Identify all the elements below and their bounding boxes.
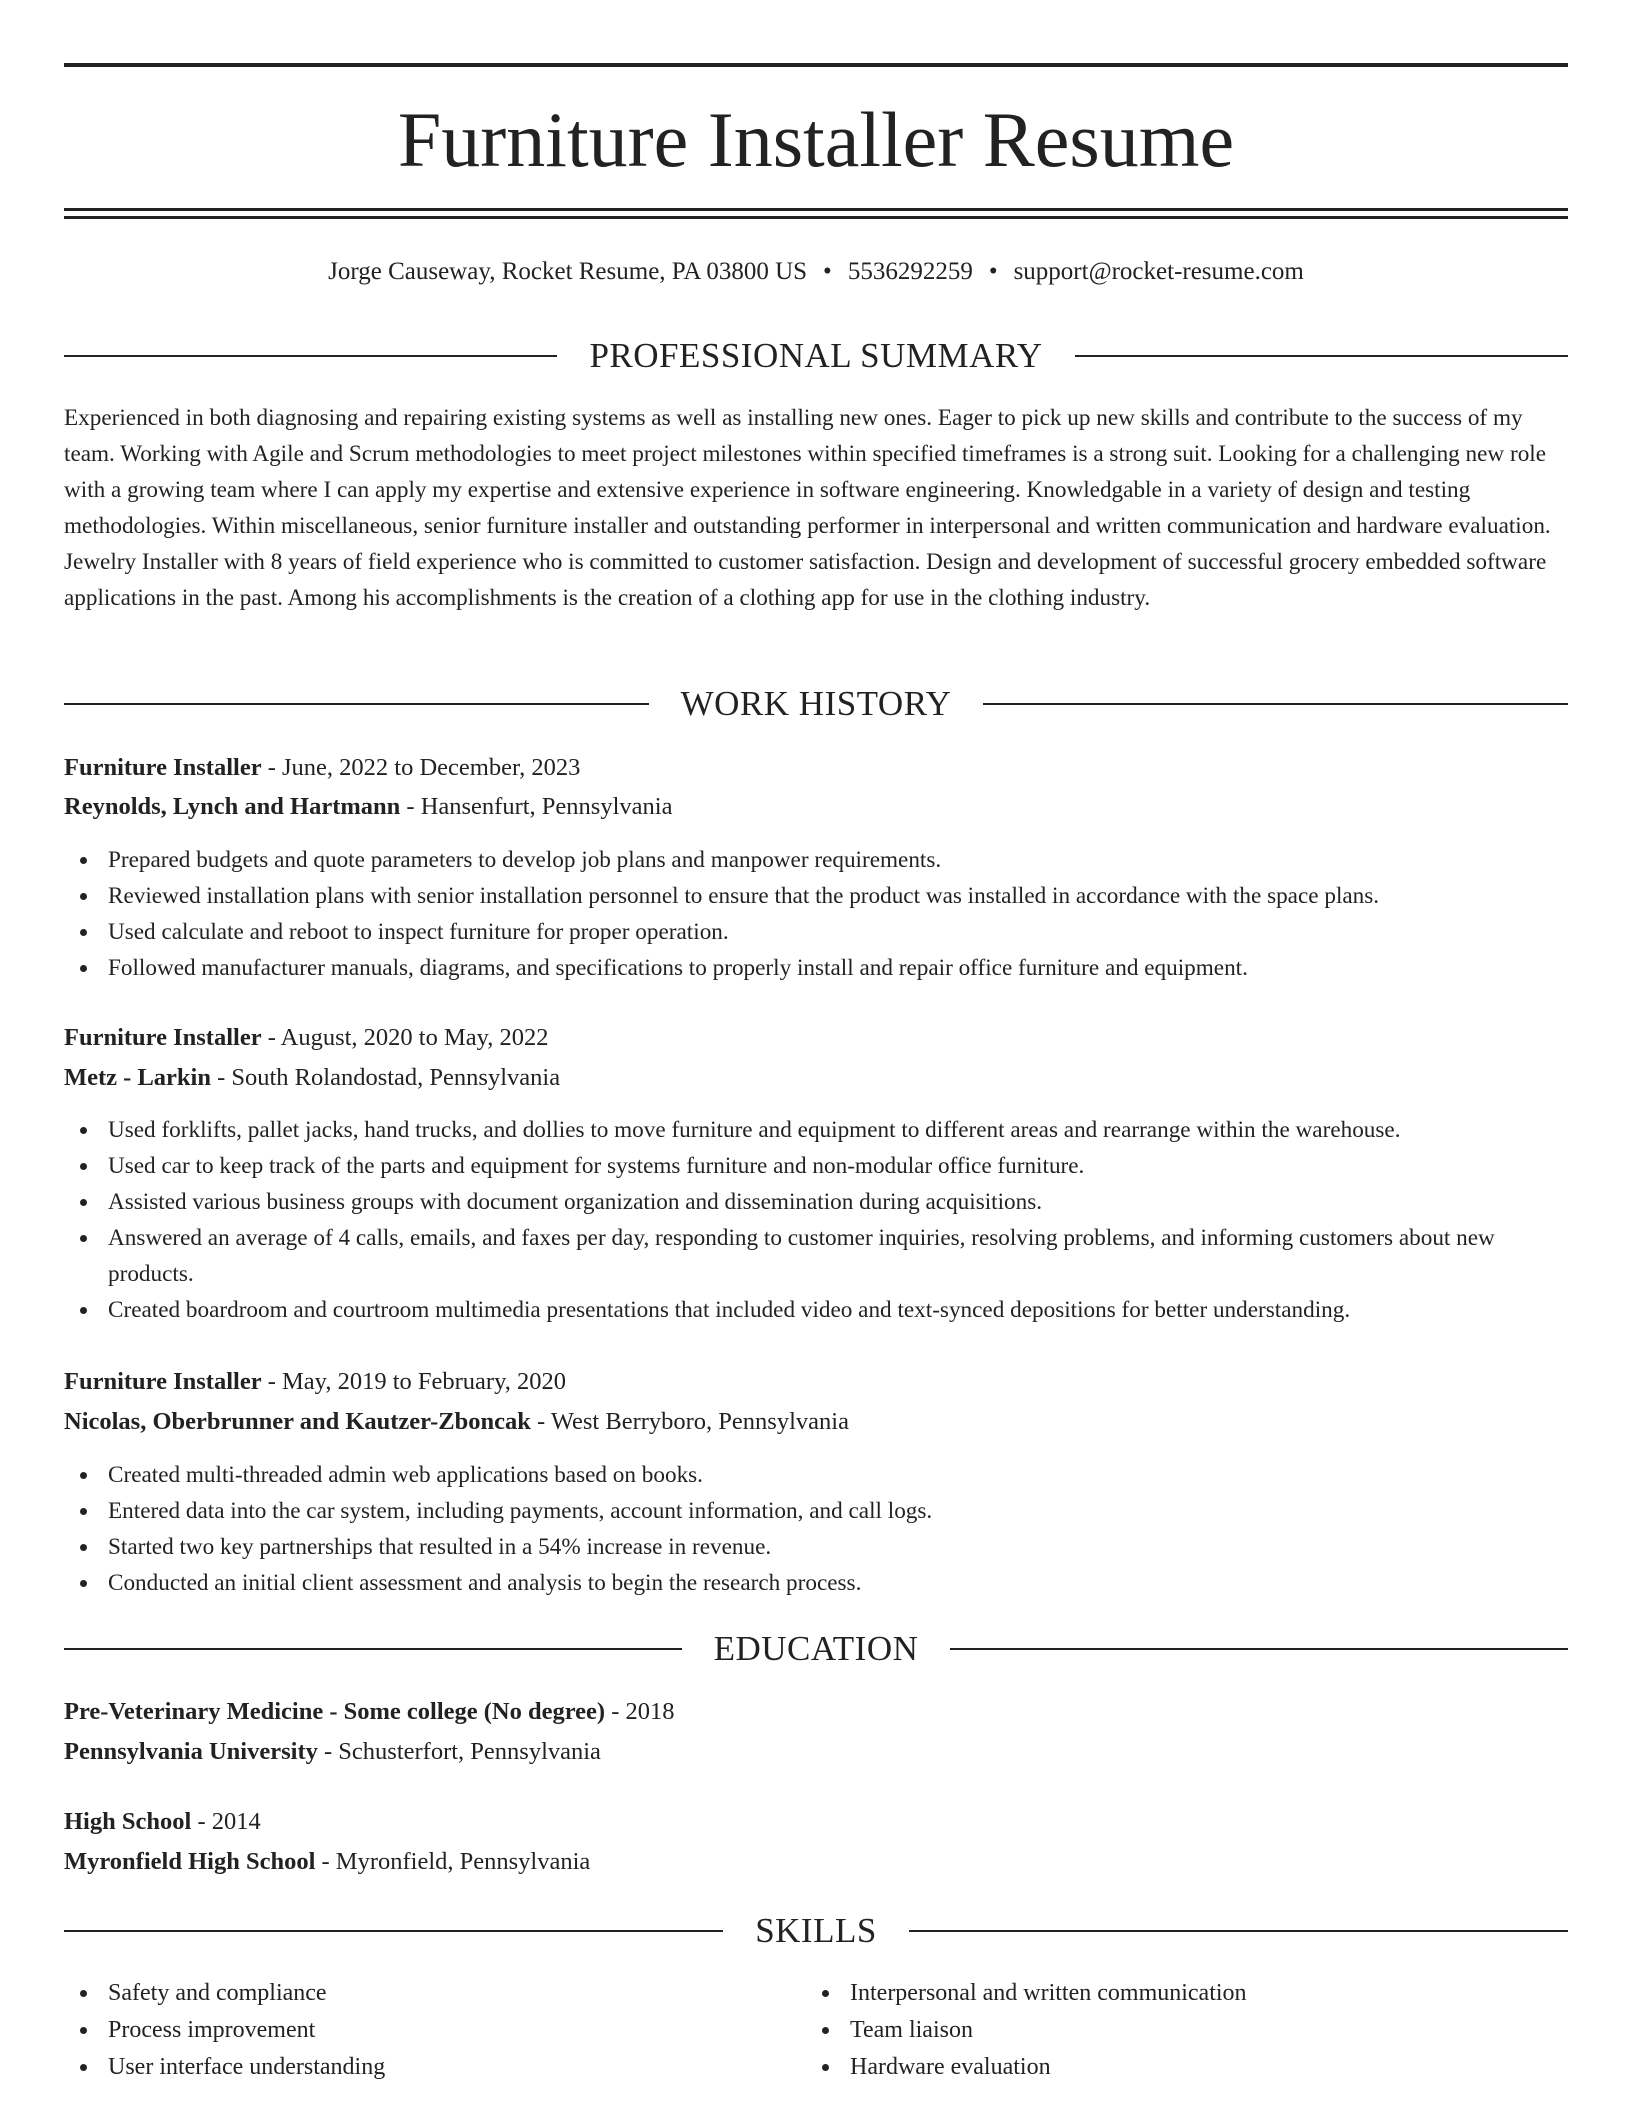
education-degree: High School xyxy=(64,1808,192,1835)
job-title: Furniture Installer xyxy=(64,1024,262,1051)
title-rule-upper xyxy=(64,208,1568,211)
top-rule xyxy=(64,63,1568,67)
section-heading-summary xyxy=(64,336,1568,376)
job-dates: - May, 2019 to February, 2020 xyxy=(261,1368,566,1395)
list-item: Used car to keep track of the parts and equipment for systems furniture and non-modular office furniture. xyxy=(64,1148,1572,1184)
job-dates: - August, 2020 to May, 2022 xyxy=(261,1024,549,1051)
job-company: Metz - Larkin xyxy=(64,1064,211,1091)
job-bullets xyxy=(64,1457,1572,1601)
heading-rule-left xyxy=(64,355,557,357)
list-item: Conducted an initial client assessment and analysis to begin the research process. xyxy=(64,1565,1572,1601)
skill-item: Process improvement xyxy=(64,2012,764,2049)
skills-list-left xyxy=(64,1975,764,2086)
list-item: Started two key partnerships that resulted in a 54% increase in revenue. xyxy=(64,1529,1572,1565)
job-bullets xyxy=(64,842,1572,986)
heading-rule-left xyxy=(64,1648,682,1650)
job-title-line xyxy=(64,1022,549,1054)
list-item: Entered data into the car system, including payments, account information, and call logs. xyxy=(64,1493,1572,1529)
education-year: - 2014 xyxy=(191,1808,261,1835)
education-year: - 2018 xyxy=(605,1698,675,1725)
list-item: Used forklifts, pallet jacks, hand trucks, and dollies to move furniture and equipment to different areas and rearrange within the warehouse. xyxy=(64,1112,1572,1148)
resume-title: Furniture Installer Resume xyxy=(397,96,1235,183)
heading-rule-right xyxy=(983,703,1568,705)
heading-rule-left xyxy=(64,1930,723,1932)
title-rule-lower xyxy=(64,216,1568,219)
list-item: Answered an average of 4 calls, emails, and faxes per day, responding to customer inquiries, resolving problems, and informing customers about new products. xyxy=(64,1220,1572,1292)
contact-line xyxy=(0,256,1632,288)
heading-rule-right xyxy=(950,1648,1568,1650)
job-company: Nicolas, Oberbrunner and Kautzer-Zboncak xyxy=(64,1408,531,1435)
section-heading-work-history xyxy=(64,684,1568,724)
contact-separator: • xyxy=(988,258,998,285)
job-location: - Hansenfurt, Pennsylvania xyxy=(400,793,673,820)
job-dates: - June, 2022 to December, 2023 xyxy=(261,754,581,781)
section-title: SKILLS xyxy=(755,1911,877,1950)
skills-list-right xyxy=(806,1975,1506,2086)
list-item: Prepared budgets and quote parameters to develop job plans and manpower requirements. xyxy=(64,842,1572,878)
list-item: Reviewed installation plans with senior installation personnel to ensure that the product was installed in accordance with the space plans. xyxy=(64,878,1572,914)
job-company-line xyxy=(64,1062,560,1094)
education-school: Myronfield High School xyxy=(64,1848,316,1875)
section-title: WORK HISTORY xyxy=(680,684,952,723)
skill-item: Team liaison xyxy=(806,2012,1506,2049)
job-title-line xyxy=(64,1366,566,1398)
heading-rule-left xyxy=(64,703,649,705)
job-location: - West Berryboro, Pennsylvania xyxy=(530,1408,849,1435)
contact-phone: 5536292259 xyxy=(847,258,973,285)
education-school-line xyxy=(64,1736,601,1768)
job-location: - South Rolandostad, Pennsylvania xyxy=(210,1064,561,1091)
education-degree-line xyxy=(64,1696,675,1728)
list-item: Assisted various business groups with document organization and dissemination during acquisitions. xyxy=(64,1184,1572,1220)
job-company-line xyxy=(64,1406,849,1438)
job-title: Furniture Installer xyxy=(64,754,262,781)
contact-address: Jorge Causeway, Rocket Resume, PA 03800 US xyxy=(328,258,808,285)
education-degree: Pre-Veterinary Medicine - Some college (No degree) xyxy=(64,1698,606,1725)
job-title: Furniture Installer xyxy=(64,1368,262,1395)
education-school-line xyxy=(64,1846,590,1878)
list-item: Used calculate and reboot to inspect furniture for proper operation. xyxy=(64,914,1572,950)
contact-separator: • xyxy=(823,258,832,285)
section-title: EDUCATION xyxy=(713,1629,919,1668)
skill-item: Safety and compliance xyxy=(64,1975,764,2012)
summary-paragraph: Experienced in both diagnosing and repairing existing systems as well as installing new ones. Eager to pick up new skills and contribute to the success of my team. Working with Agile and Scrum methodologies to meet project milestones within specified timeframes is a strong suit. Looking for a challenging new role with a growing team where I can apply my expertise and extensive experience in software engineering. Knowledgable in a variety of design and testing methodologies. Within miscellaneous, senior furniture installer and outstanding performer in interpersonal and written communication and hardware evaluation. Jewelry Installer with 8 years of field experience who is committed to customer satisfaction. Design and development of successful grocery embedded software applications in the past. Among his accomplishments is the creation of a clothing app for use in the clothing industry. xyxy=(64,405,1551,611)
list-item: Followed manufacturer manuals, diagrams, and specifications to properly install and repair office furniture and equipment. xyxy=(64,950,1572,986)
section-title: PROFESSIONAL SUMMARY xyxy=(589,336,1043,375)
education-location: - Schusterfort, Pennsylvania xyxy=(317,1738,601,1765)
job-company: Reynolds, Lynch and Hartmann xyxy=(64,793,401,820)
list-item: Created boardroom and courtroom multimedia presentations that included video and text-synced depositions for better understanding. xyxy=(64,1292,1572,1328)
job-bullets xyxy=(64,1112,1572,1328)
heading-rule-right xyxy=(1075,355,1568,357)
heading-rule-right xyxy=(909,1930,1568,1932)
section-heading-education xyxy=(64,1629,1568,1669)
education-location: - Myronfield, Pennsylvania xyxy=(315,1848,591,1875)
skill-item: Interpersonal and written communication xyxy=(806,1975,1506,2012)
list-item: Created multi-threaded admin web applications based on books. xyxy=(64,1457,1572,1493)
section-heading-skills xyxy=(64,1911,1568,1951)
contact-email: support@rocket-resume.com xyxy=(1013,258,1304,285)
education-degree-line xyxy=(64,1806,261,1838)
job-title-line xyxy=(64,752,580,784)
skill-item: User interface understanding xyxy=(64,2049,764,2086)
skill-item: Hardware evaluation xyxy=(806,2049,1506,2086)
job-company-line xyxy=(64,791,672,823)
education-school: Pennsylvania University xyxy=(64,1738,318,1765)
